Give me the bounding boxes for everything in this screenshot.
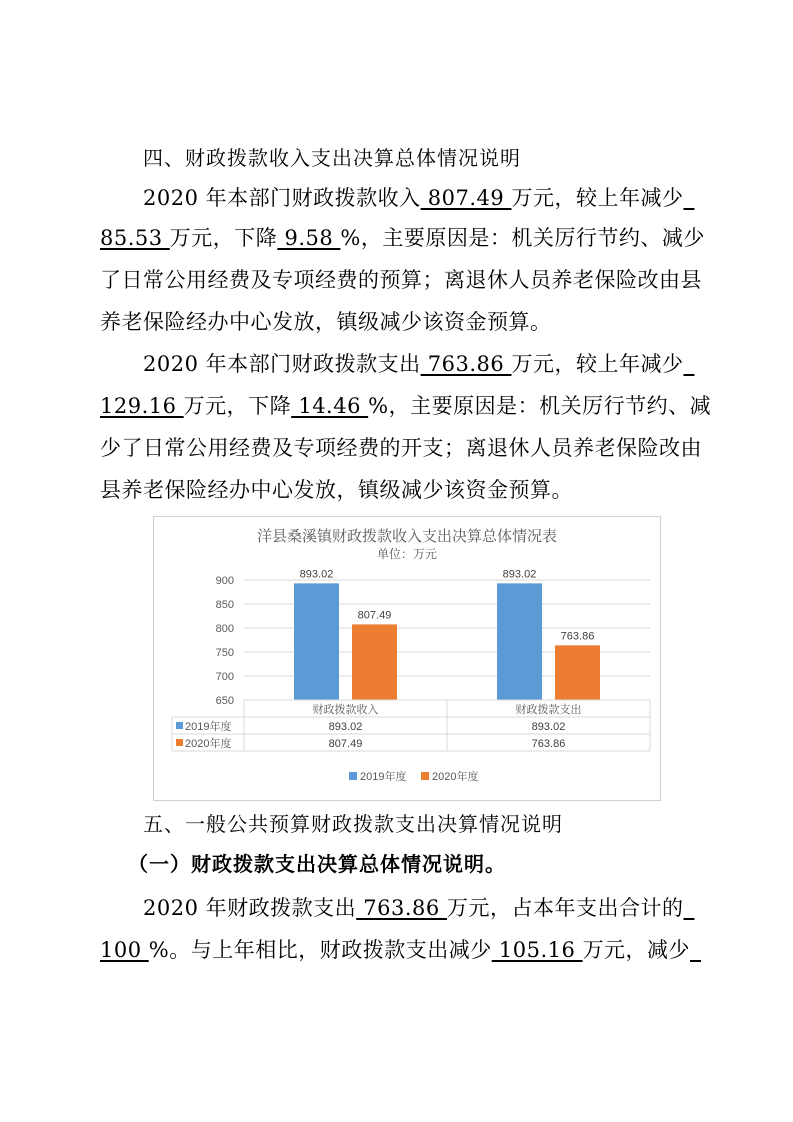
- table-cell: 893.02: [531, 721, 566, 733]
- y-tick-label: 850: [215, 599, 234, 611]
- value: _: [683, 186, 695, 210]
- series-label: 2020年度: [185, 738, 232, 750]
- text: %，主要原因是：机关厉行节约、减少: [340, 226, 705, 250]
- bar-chart: [154, 517, 660, 800]
- y-tick-label: 900: [215, 575, 234, 587]
- text: 万元，下降: [169, 226, 278, 250]
- s5-p1-line2: [100, 938, 701, 962]
- p2-line2: [100, 394, 711, 418]
- text: 2020 年财政拨款支出: [143, 896, 357, 920]
- legend-swatch: [421, 772, 429, 780]
- y-tick-label: 700: [215, 671, 234, 683]
- value: 100: [100, 938, 149, 962]
- legend-swatch: [349, 772, 357, 780]
- value: _: [683, 352, 695, 376]
- p2-line3: 少了日常公用经费及专项经费的开支；离退休人员养老保险改由: [100, 436, 702, 460]
- category-label: 财政拨款收入: [312, 704, 379, 716]
- legend-entry: 2019年度: [360, 771, 407, 783]
- p1-line3: 了日常公用经费及专项经费的预算；离退休人员养老保险改由县: [100, 268, 702, 292]
- s5-p1-line1: [143, 896, 694, 920]
- legend-key: [176, 739, 183, 746]
- section4-heading: 四、财政拨款收入支出决算总体情况说明: [143, 146, 521, 170]
- text: 万元，较上年减少: [511, 186, 684, 210]
- text: 万元，较上年减少: [511, 352, 684, 376]
- series-label: 2019年度: [185, 721, 232, 733]
- legend-key: [176, 722, 183, 729]
- y-tick-label: 800: [215, 623, 234, 635]
- table-cell: 807.49: [328, 738, 363, 750]
- text: 万元，下降: [183, 394, 292, 418]
- text: 2020 年本部门财政拨款支出: [143, 352, 421, 376]
- value: 9.58: [277, 226, 341, 250]
- chart-subtitle: 单位：万元: [376, 547, 438, 561]
- bar: [497, 583, 542, 700]
- value: 763.86: [420, 352, 512, 376]
- value: _: [690, 938, 702, 962]
- bar: [555, 645, 600, 700]
- p1-line4: 养老保险经办中心发放，镇级减少该资金预算。: [100, 310, 552, 334]
- data-label: 893.02: [299, 568, 334, 581]
- p1-line2: [100, 226, 705, 250]
- category-label: 财政拨款支出: [515, 704, 582, 716]
- table-cell: 763.86: [531, 738, 566, 750]
- table-cell: 893.02: [328, 721, 363, 733]
- bar: [294, 583, 339, 700]
- chart-title: 洋县桑溪镇财政拨款收入支出决算总体情况表: [256, 528, 558, 545]
- value: 85.53: [100, 226, 170, 250]
- section5-heading: 五、一般公共预算财政拨款支出决算情况说明: [143, 812, 563, 836]
- y-tick-label: 750: [215, 647, 234, 659]
- value: _: [683, 896, 695, 920]
- bar: [352, 624, 397, 700]
- p2-line1: [143, 352, 694, 376]
- data-label: 893.02: [502, 568, 537, 581]
- value: 129.16: [100, 394, 184, 418]
- section5-subheading: （一）财政拨款支出决算总体情况说明。: [128, 852, 506, 876]
- legend-entry: 2020年度: [432, 771, 479, 783]
- p2-line4: 县养老保险经办中心发放，镇级减少该资金预算。: [100, 478, 573, 502]
- value: 763.86: [356, 896, 447, 920]
- value: 14.46: [291, 394, 369, 418]
- value: 105.16: [491, 938, 583, 962]
- y-tick-label: 650: [215, 695, 234, 707]
- data-label: 763.86: [560, 630, 595, 643]
- value: 807.49: [420, 186, 512, 210]
- chart-container: [153, 516, 661, 801]
- p1-line1: [143, 186, 694, 210]
- text: %。与上年相比，财政拨款支出减少: [148, 938, 492, 962]
- data-label: 807.49: [357, 609, 392, 622]
- text: %，主要原因是：机关厉行节约、减: [368, 394, 712, 418]
- text: 万元，减少: [582, 938, 691, 962]
- text: 万元，占本年支出合计的: [446, 896, 684, 920]
- text: 2020 年本部门财政拨款收入: [143, 186, 421, 210]
